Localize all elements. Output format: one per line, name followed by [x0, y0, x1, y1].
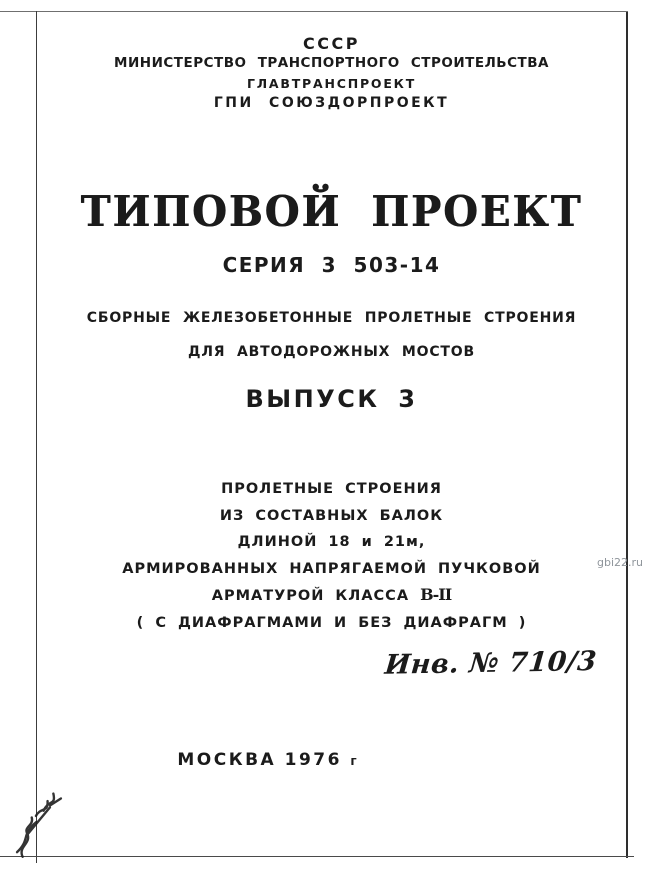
series-number: СЕРИЯ 3 503-14: [222, 253, 441, 277]
header-glavtransproekt: ГЛАВТРАНСПРОЕКТ: [246, 76, 417, 91]
document-title: ТИПОВОЙ ПРОЕКТ: [80, 186, 583, 237]
description-block: [36, 476, 627, 636]
header-ministry: МИНИСТЕРСТВО ТРАНСПОРТНОГО СТРОИТЕЛЬСТВА: [114, 55, 549, 71]
header-country: СССР: [303, 34, 360, 53]
frame-line-bottom: [0, 856, 634, 857]
handwritten-mark: [4, 788, 68, 862]
watermark: gbi22.ru: [597, 556, 644, 569]
frame-line-left: [36, 11, 37, 863]
footer-city-year: [0, 750, 563, 770]
header-institute: ГПИ СОЮЗДОРПРОЕКТ: [213, 95, 450, 111]
rebar-class-value: В-II: [420, 585, 452, 604]
subject-line-2: ДЛЯ АВТОДОРОЖНЫХ МОСТОВ: [188, 344, 475, 360]
frame-line-right: [626, 12, 628, 858]
description-line-3: ДЛИНОЙ 18 и 21м,: [237, 534, 426, 550]
description-line-4: АРМИРОВАННЫХ НАПРЯГАЕМОЙ ПУЧКОВОЙ: [122, 560, 541, 577]
issue-number: ВЫПУСК 3: [245, 385, 418, 413]
subject-line-1: СБОРНЫЕ ЖЕЛЕЗОБЕТОННЫЕ ПРОЛЕТНЫЕ СТРОЕНИЯ: [86, 310, 577, 326]
footer-year-suffix: г: [350, 754, 358, 768]
rebar-class-label: АРМАТУРОЙ КЛАССА: [211, 588, 410, 604]
frame-line-top: [0, 11, 628, 12]
description-line-2: ИЗ СОСТАВНЫХ БАЛОК: [219, 507, 444, 524]
description-line-1: ПРОЛЕТНЫЕ СТРОЕНИЯ: [221, 481, 442, 497]
description-line-5: [36, 582, 627, 610]
footer-city-year-text: МОСКВА 1976: [177, 750, 342, 770]
description-line-6: ( С ДИАФРАГМАМИ И БЕЗ ДИАФРАГМ ): [136, 614, 527, 631]
inventory-number: Инв. № 710/3: [383, 646, 599, 681]
